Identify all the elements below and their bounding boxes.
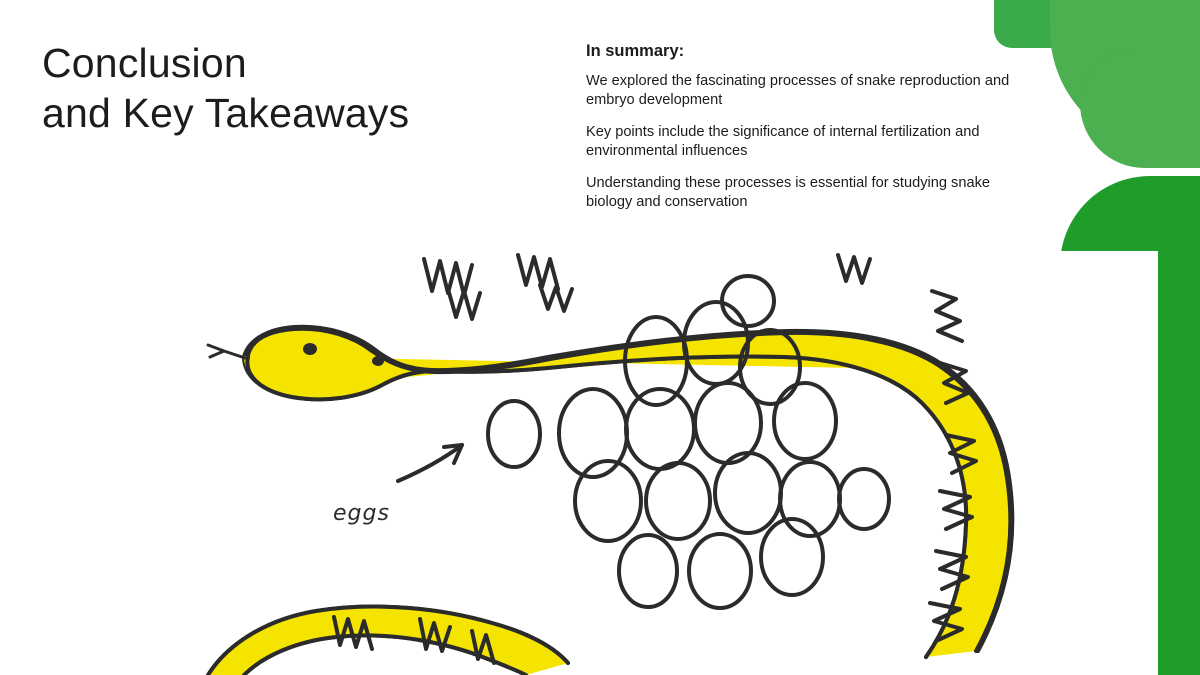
summary-bullet-3: Understanding these processes is essential for studying snake biology and conservation (586, 174, 990, 211)
title-line-1: Conclusion (42, 40, 247, 86)
summary-bullet-2: Key points include the significance of internal fertilization and environmental influences (586, 123, 980, 160)
page-title (42, 38, 562, 138)
eggs-caption: eggs (333, 501, 390, 526)
title-line-2: and Key Takeaways (42, 90, 410, 137)
summary-block (586, 42, 1016, 224)
decor-green-blob-right (1080, 48, 1200, 168)
summary-heading: In summary: (586, 42, 685, 60)
snake-eggs-drawing (48, 251, 1158, 675)
summary-bullet-1: We explored the fascinating processes of snake reproduction and embryo development (586, 73, 1010, 109)
illustration-snake-eggs (48, 251, 1158, 675)
